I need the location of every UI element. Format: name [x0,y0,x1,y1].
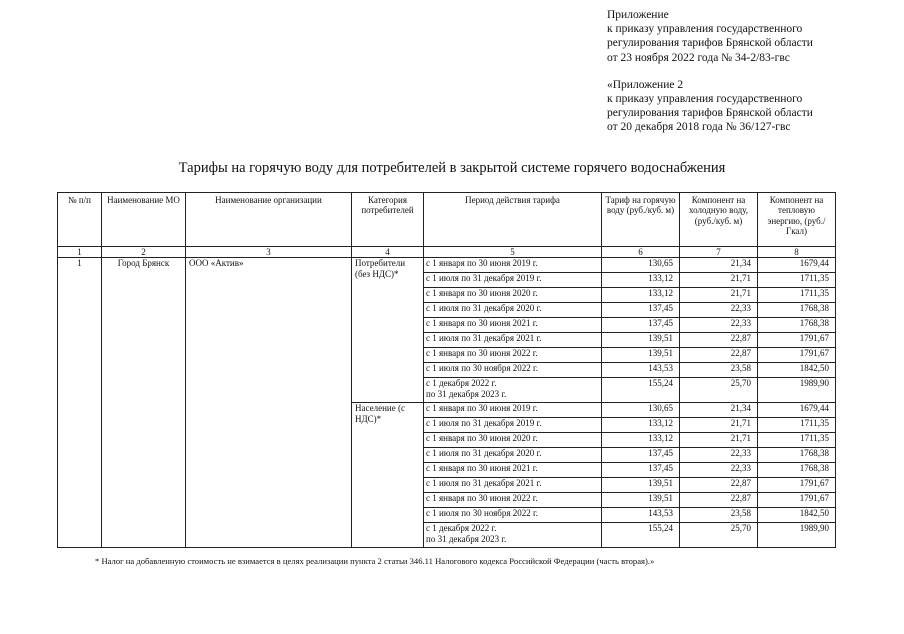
period-cell [424,493,602,508]
column-number: 6 [602,247,680,258]
heat-energy-value-cell: 1711,35 [758,433,836,448]
cold-water-value-cell: 21,34 [680,258,758,273]
tariff-value-cell: 143,53 [602,363,680,378]
tariff-value-cell: 130,65 [602,258,680,273]
cold-water-value-cell: 21,71 [680,418,758,433]
heat-energy-value-cell: 1711,35 [758,418,836,433]
period-text: с 1 декабря 2022 г. [426,378,497,389]
cold-water-value-cell: 25,70 [680,378,758,403]
cold-water-value-cell: 23,58 [680,508,758,523]
heat-energy-value-cell: 1679,44 [758,258,836,273]
tariff-value-cell: 139,51 [602,493,680,508]
category-cell: Потребители (без НДС)* [352,258,424,403]
tariff-value-cell: 133,12 [602,433,680,448]
column-number: 5 [424,247,602,258]
period-cell [424,508,602,523]
period-text: с 1 января по 30 июня 2021 г. [426,463,538,474]
cold-water-value-cell: 22,33 [680,463,758,478]
cold-water-value-cell: 22,87 [680,478,758,493]
cold-water-value-cell: 21,71 [680,433,758,448]
period-text: с 1 января по 30 июня 2019 г. [426,258,538,269]
column-number: 4 [352,247,424,258]
tariff-value-cell: 137,45 [602,448,680,463]
heat-energy-value-cell: 1768,38 [758,303,836,318]
cold-water-value-cell: 22,33 [680,318,758,333]
heat-energy-value-cell: 1791,67 [758,493,836,508]
period-text-continued: по 31 декабря 2023 г. [426,533,507,544]
tariff-value-cell: 139,51 [602,348,680,363]
appendix-line: «Приложение 2 [607,78,684,91]
tariff-value-cell: 137,45 [602,303,680,318]
cold-water-value-cell: 23,58 [680,363,758,378]
period-cell [424,273,602,288]
tariff-value-cell: 155,24 [602,523,680,548]
heat-energy-value-cell: 1711,35 [758,273,836,288]
heat-energy-value-cell: 1791,67 [758,333,836,348]
cold-water-value-cell: 21,34 [680,403,758,418]
cold-water-value-cell: 21,71 [680,288,758,303]
header-cold-component: Компонент на холодную воду, (руб./куб. м) [680,193,758,247]
cold-water-value-cell: 22,33 [680,303,758,318]
period-text: с 1 июля по 30 ноября 2022 г. [426,363,538,374]
tariff-value-cell: 155,24 [602,378,680,403]
tariff-value-cell: 137,45 [602,318,680,333]
period-text: с 1 января по 30 июня 2020 г. [426,433,538,444]
header-period: Период действия тарифа [424,193,602,247]
period-text: с 1 января по 30 июня 2020 г. [426,288,538,299]
tariff-value-cell: 133,12 [602,273,680,288]
appendix-line: от 23 ноября 2022 года № 34-2/83-гвс [607,51,790,64]
period-cell [424,463,602,478]
footnote: * Налог на добавленную стоимость не взимается в целях реализации пункта 2 статьи 346.11 Налогового кодекса Российской Федерации (часть вторая).» [95,556,655,566]
period-text: с 1 июля по 31 декабря 2019 г. [426,273,542,284]
heat-energy-value-cell: 1791,67 [758,478,836,493]
period-text: с 1 января по 30 июня 2022 г. [426,493,538,504]
municipality-cell: Город Брянск [102,258,186,548]
heat-energy-value-cell: 1768,38 [758,463,836,478]
period-cell [424,333,602,348]
column-number: 8 [758,247,836,258]
document-title: Тарифы на горячую воду для потребителей в закрытой системе горячего водоснабжения [178,160,726,176]
appendix-header [607,8,813,135]
period-cell [424,288,602,303]
organization-cell: ООО «Актив» [186,258,352,548]
period-cell [424,303,602,318]
appendix-line: регулирования тарифов Брянской области [607,37,813,50]
period-text: с 1 января по 30 июня 2022 г. [426,348,538,359]
period-cell [424,523,602,548]
heat-energy-value-cell: 1679,44 [758,403,836,418]
row-number-cell: 1 [58,258,102,548]
header-number: № п/п [58,193,102,247]
period-cell [424,478,602,493]
period-text: с 1 января по 30 июня 2019 г. [426,403,538,414]
tariff-value-cell: 130,65 [602,403,680,418]
table-row [58,258,836,273]
period-cell [424,258,602,273]
tariff-value-cell: 133,12 [602,418,680,433]
appendix-line: Приложение [607,9,669,21]
column-number: 1 [58,247,102,258]
table-header-row [58,193,836,247]
tariff-value-cell: 139,51 [602,478,680,493]
period-cell [424,318,602,333]
heat-energy-value-cell: 1989,90 [758,378,836,403]
period-cell [424,448,602,463]
appendix-line: от 20 декабря 2018 года № 36/127-гвс [607,121,791,134]
period-text: с 1 июля по 30 ноября 2022 г. [426,508,538,519]
tariff-value-cell: 137,45 [602,463,680,478]
period-text: с 1 июля по 31 декабря 2021 г. [426,333,542,344]
period-text: с 1 июля по 31 декабря 2021 г. [426,478,542,489]
cold-water-value-cell: 25,70 [680,523,758,548]
cold-water-value-cell: 22,87 [680,333,758,348]
tariff-value-cell: 133,12 [602,288,680,303]
header-category: Категория потребителей [352,193,424,247]
column-numbers-row [58,247,836,258]
heat-energy-value-cell: 1768,38 [758,318,836,333]
column-number: 7 [680,247,758,258]
period-text-continued: по 31 декабря 2023 г. [426,388,507,399]
header-organization: Наименование организации [186,193,352,247]
appendix-line: регулирования тарифов Брянской области [607,107,813,120]
category-cell: Население (с НДС)* [352,403,424,548]
period-cell [424,363,602,378]
cold-water-value-cell: 22,33 [680,448,758,463]
heat-energy-value-cell: 1989,90 [758,523,836,548]
period-text: с 1 июля по 31 декабря 2020 г. [426,448,542,459]
period-text: с 1 июля по 31 декабря 2020 г. [426,303,542,314]
period-text: с 1 января по 30 июня 2021 г. [426,318,538,329]
header-municipality: Наименование МО [102,193,186,247]
header-heat-component: Компонент на тепловую энергию, (руб./Гкал) [758,193,836,247]
heat-energy-value-cell: 1711,35 [758,288,836,303]
period-cell [424,433,602,448]
period-text: с 1 декабря 2022 г. [426,523,497,534]
cold-water-value-cell: 22,87 [680,493,758,508]
heat-energy-value-cell: 1768,38 [758,448,836,463]
cold-water-value-cell: 21,71 [680,273,758,288]
cold-water-value-cell: 22,87 [680,348,758,363]
period-cell [424,348,602,363]
period-cell [424,378,602,403]
appendix-line: к приказу управления государственного [607,93,803,106]
tariff-value-cell: 139,51 [602,333,680,348]
heat-energy-value-cell: 1842,50 [758,508,836,523]
heat-energy-value-cell: 1842,50 [758,363,836,378]
period-cell [424,403,602,418]
appendix-line: к приказу управления государственного [607,23,803,36]
tariff-table [57,192,836,548]
header-tariff: Тариф на горячую воду (руб./куб. м) [602,193,680,247]
tariff-value-cell: 143,53 [602,508,680,523]
period-text: с 1 июля по 31 декабря 2019 г. [426,418,542,429]
column-number: 2 [102,247,186,258]
column-number: 3 [186,247,352,258]
period-cell [424,418,602,433]
heat-energy-value-cell: 1791,67 [758,348,836,363]
